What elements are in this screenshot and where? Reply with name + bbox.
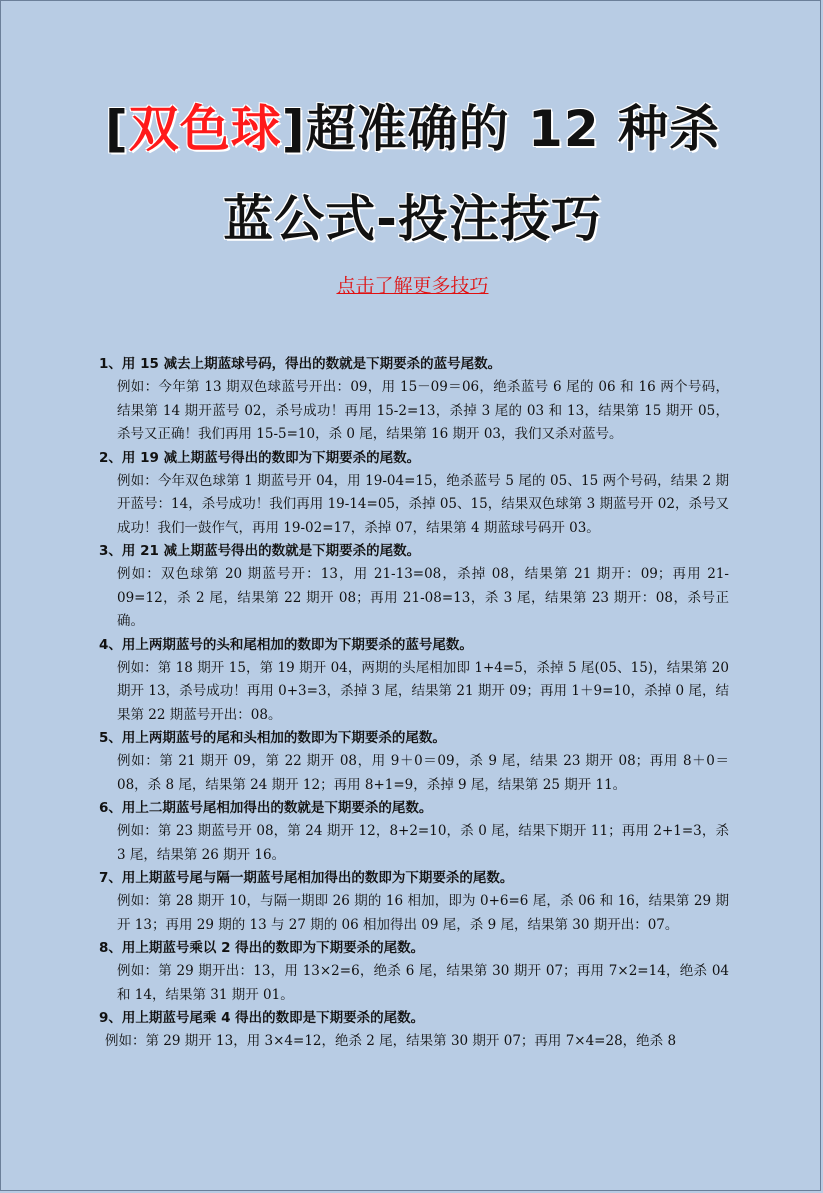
list-item: [99, 634, 729, 728]
item-body: 例如：第 18 期开 15，第 19 期开 04，两期的头尾相加即 1+4=5，杀掉 5 尾(05、15)，结果第 20 期开 13，杀号成功！再用 0+3=3，杀掉 3 尾，结果第 21 期开 09；再用 1＋9=10，杀掉 0 尾，结果第 22 期蓝号开出：08。: [117, 659, 729, 723]
list-item: [99, 447, 729, 541]
item-body: 例如：第 29 期开 13，用 3×4=12，绝杀 2 尾，结果第 30 期开 07；再用 7×4=28，绝杀 8: [105, 1033, 677, 1049]
item-body: 例如：第 21 期开 09，第 22 期开 08，用 9＋0＝09，杀 9 尾，结果 23 期开 08；再用 8＋0＝08，杀 8 尾，结果第 24 期开 12；再用 8+1=9，杀掉 9 尾，结果第 25 期开 11。: [117, 753, 729, 793]
list-item: [99, 797, 729, 867]
list-item: [99, 937, 729, 1007]
list-item: [99, 540, 729, 634]
list-item: [99, 1007, 729, 1054]
item-heading: 5、用上两期蓝号的尾和头相加的数即为下期要杀的尾数。: [99, 730, 446, 746]
title-highlight: 双色球: [128, 100, 282, 158]
item-heading: 2、用 19 减上期蓝号得出的数即为下期要杀的尾数。: [99, 449, 421, 466]
title-line-2: 蓝公式-投注技巧: [223, 190, 602, 248]
item-heading: 8、用上期蓝号乘以 2 得出的数即为下期要杀的尾数。: [99, 940, 425, 956]
item-heading: 3、用 21 减上期蓝号得出的数就是下期要杀的尾数。: [99, 543, 421, 559]
title-bracket: [: [104, 100, 129, 158]
title-rest: ]超准确的 12 种杀: [281, 100, 721, 158]
item-body: 例如：今年第 13 期双色球蓝号开出：09，用 15－09＝06，绝杀蓝号 6 尾的 06 和 16 两个号码，结果第 14 期开蓝号 02，杀号成功！再用 15-2=13，杀掉 3 尾的 03 和 13，结果第 15 期开 05，杀号又正确！我们再用 15-5=10，杀 0 尾，结果第 16 期开 03，我们又杀对蓝号。: [117, 379, 729, 442]
item-heading: 7、用上期蓝号尾与隔一期蓝号尾相加得出的数即为下期要杀的尾数。: [99, 870, 514, 886]
item-body: 例如：今年双色球第 1 期蓝号开 04，用 19-04=15，绝杀蓝号 5 尾的 05、15 两个号码，结果 2 期开蓝号：14，杀号成功！我们再用 19-14=05，杀掉 05、15，结果双色球第 3 期蓝号开 02，杀号又成功！我们一鼓作气，再用 19-02=17，杀掉 07，结果第 4 期蓝球号码开 03。: [117, 472, 729, 536]
article-content: [99, 353, 729, 1054]
list-item: [99, 867, 729, 937]
item-body: 例如：第 23 期蓝号开 08，第 24 期开 12，8+2=10，杀 0 尾，结果下期开 11；再用 2+1=3，杀 3 尾，结果第 26 期开 16。: [117, 823, 729, 863]
item-heading: 4、用上两期蓝号的头和尾相加的数即为下期要杀的蓝号尾数。: [99, 636, 473, 653]
item-heading: 6、用上二期蓝号尾相加得出的数就是下期要杀的尾数。: [99, 800, 433, 816]
item-body: 例如：双色球第 20 期蓝号开：13，用 21-13=08，杀掉 08，结果第 21 期开：09；再用 21-09=12，杀 2 尾，结果第 22 期开 08；再用 21-08=13，杀 3 尾，结果第 23 期开：08，杀号正确。: [117, 566, 729, 629]
list-item: [99, 727, 729, 797]
list-item: [99, 353, 729, 447]
more-tips-link[interactable]: 点击了解更多技巧: [336, 275, 489, 297]
item-heading: 1、用 15 减去上期蓝球号码，得出的数就是下期要杀的蓝号尾数。: [99, 356, 502, 372]
item-body: 例如：第 28 期开 10，与隔一期即 26 期的 16 相加，即为 0+6=6 尾，杀 06 和 16，结果第 29 期开 13；再用 29 期的 13 与 27 期的 06 相加得出 09 尾，杀 9 尾，结果第 30 期开出：07。: [117, 893, 729, 933]
item-body: 例如：第 29 期开出：13，用 13×2=6，绝杀 6 尾，结果第 30 期开 07；再用 7×2=14，绝杀 04 和 14，结果第 31 期开 01。: [117, 963, 729, 1003]
title-line-1: [1, 89, 823, 161]
item-heading: 9、用上期蓝号尾乘 4 得出的数即是下期要杀的尾数。: [99, 1010, 425, 1026]
